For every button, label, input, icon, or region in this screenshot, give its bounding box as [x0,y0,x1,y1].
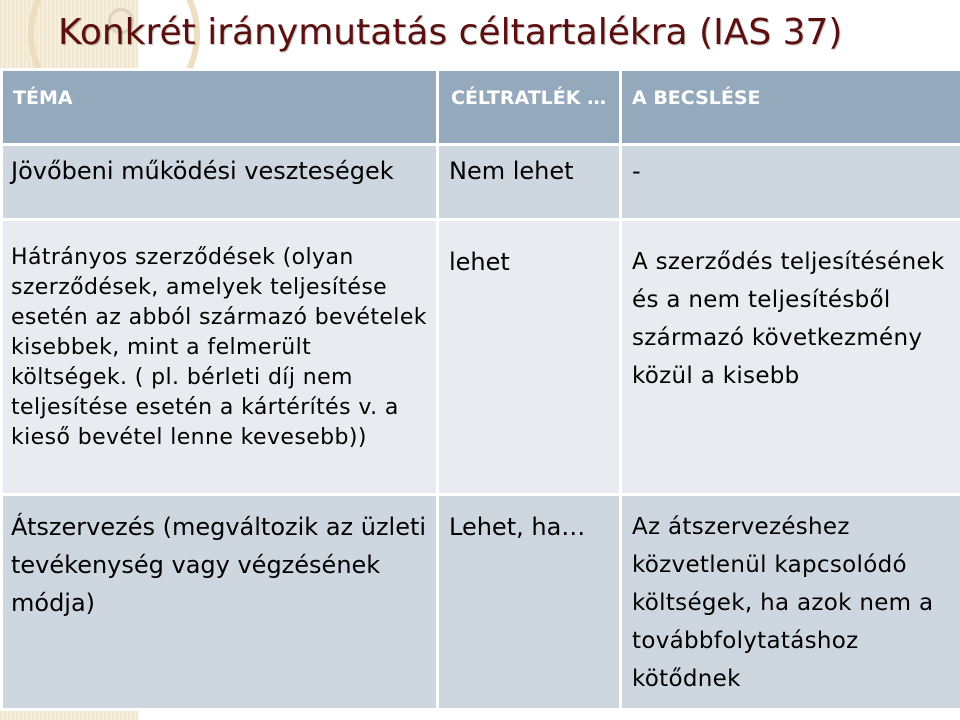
cell-becsles: A szerződés teljesítésének és a nem teljesítésből származó következmény közül a kisebb [621,220,960,495]
header-tema: TÉMA [2,70,438,145]
cell-tema: Hátrányos szerződések (olyan szerződések, amelyek teljesítése esetén az abból származó bevételek kisebbek, mint a felmerült költségek. ( pl. bérleti díj nem teljesítése esetén a kártérítés v. a kieső bevétel lenne kevesebb)) [2,220,438,495]
slide-title: Konkrét iránymutatás céltartalékra (IAS 37) [58,12,843,53]
cell-tema: Jövőbeni működési veszteségek [2,145,438,220]
cell-celtartalek: Nem lehet [438,145,621,220]
table-row [2,145,960,220]
table-row [2,495,960,710]
header-becsles: A BECSLÉSE [621,70,960,145]
header-celtartalek: CÉLTRATLÉK … [438,70,621,145]
provisions-table [0,68,960,711]
cell-tema: Átszervezés (megváltozik az üzleti tevékenység vagy végzésének módja) [2,495,438,710]
table-header-row [2,70,960,145]
table-row [2,220,960,495]
cell-becsles: - [621,145,960,220]
cell-celtartalek: Lehet, ha… [438,495,621,710]
cell-celtartalek: lehet [438,220,621,495]
cell-becsles: Az átszervezéshez közvetlenül kapcsolódó költségek, ha azok nem a továbbfolytatáshoz kötődnek [621,495,960,710]
